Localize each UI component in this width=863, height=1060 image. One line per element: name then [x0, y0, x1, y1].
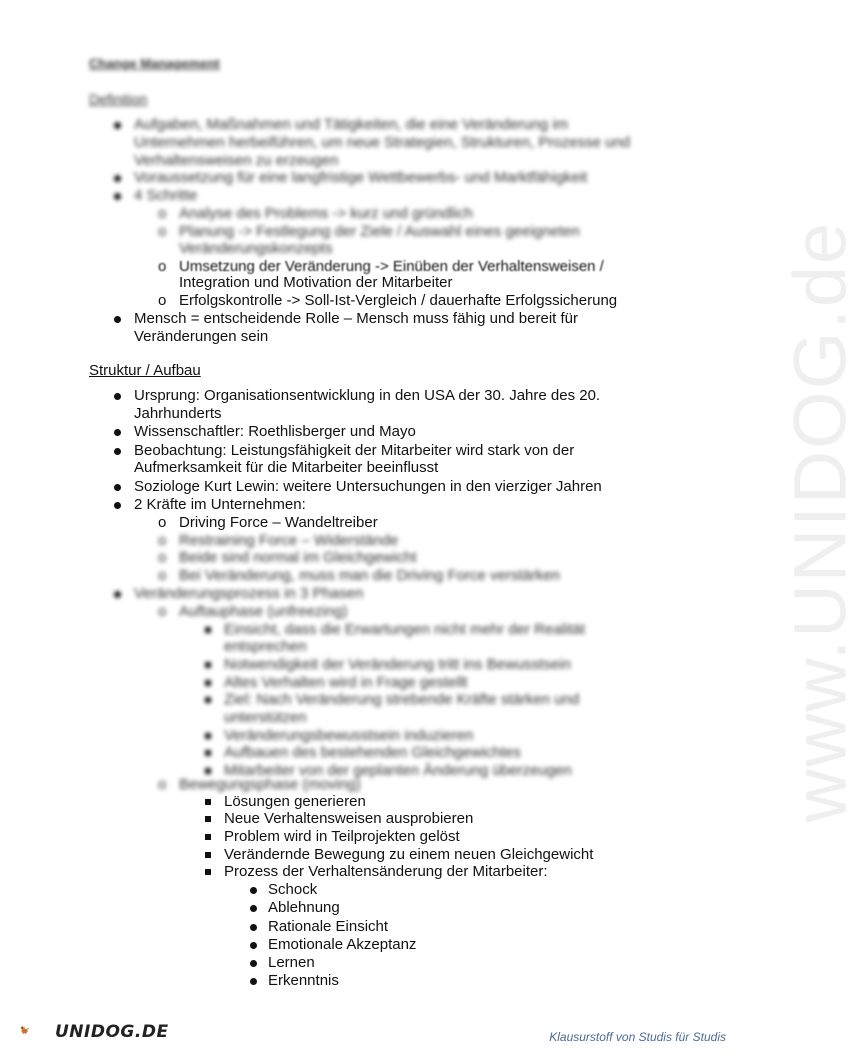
phase-1-item-1-line-2: entsprechen: [224, 638, 307, 655]
phase-1-title: Auftauphase (unfreezing): [179, 603, 348, 620]
circle-bullet: o: [158, 514, 167, 531]
bullet-dot: [250, 942, 257, 949]
stage-6: Erkenntnis: [268, 972, 339, 989]
circle-bullet: o: [158, 567, 167, 584]
force-4: Bei Veränderung, muss man die Driving Force verstärken: [179, 567, 561, 584]
bullet-dot: [114, 591, 121, 598]
footer-tagline: Klausurstoff von Studis für Studis: [549, 1030, 726, 1044]
dog-icon: [21, 1026, 29, 1034]
phase-1-item-3: Altes Verhalten wird in Frage gestellt: [224, 674, 468, 691]
structure-bullet-1-line-1: Ursprung: Organisationsentwicklung in den USA der 30. Jahre des 20.: [134, 387, 601, 404]
square-bullet: [205, 627, 211, 633]
square-bullet: [205, 697, 211, 703]
bullet-dot: [114, 193, 121, 200]
phase-1-item-5: Veränderungsbewusstsein induzieren: [224, 727, 474, 744]
bullet-dot: [250, 924, 257, 931]
phase-2-item-1: Lösungen generieren: [224, 793, 366, 810]
phase-2-item-4: Verändernde Bewegung zu einem neuen Gleichgewicht: [224, 846, 594, 863]
phase-1-item-2: Notwendigkeit der Veränderung tritt ins Bewusstsein: [224, 656, 571, 673]
phase-1-item-4-line-2: unterstützen: [224, 709, 307, 726]
square-bullet: [205, 852, 211, 858]
structure-bullet-3-line-1: Beobachtung: Leistungsfähigkeit der Mitarbeiter wird stark von der: [134, 442, 575, 459]
structure-bullet-5: 2 Kräfte im Unternehmen:: [134, 496, 306, 513]
square-bullet: [205, 834, 211, 840]
circle-bullet: o: [158, 258, 167, 275]
step-3-line-2: Integration und Motivation der Mitarbeiter: [179, 274, 453, 291]
structure-bullet-2: Wissenschaftler: Roethlisberger und Mayo: [134, 423, 416, 440]
definition-bullet-2: Voraussetzung für eine langfristige Wettbewerbs- und Marktfähigkeit: [134, 169, 588, 186]
square-bullet: [205, 869, 211, 875]
bullet-dot: [114, 448, 121, 455]
circle-bullet: o: [158, 532, 167, 549]
circle-bullet: o: [158, 603, 167, 620]
stage-2: Ablehnung: [268, 899, 340, 916]
bullet-dot: [250, 887, 257, 894]
bullet-dot: [114, 502, 121, 509]
structure-bullet-1-line-2: Jahrhunderts: [134, 405, 222, 422]
square-bullet: [205, 768, 211, 774]
bullet-dot: [114, 429, 121, 436]
logo-text[interactable]: UNIDOG.DE: [55, 1022, 169, 1042]
square-bullet: [205, 816, 211, 822]
force-1: Driving Force – Wandeltreiber: [179, 514, 378, 531]
step-3-line-1: Umsetzung der Veränderung -> Einüben der Verhaltensweisen /: [179, 258, 604, 275]
square-bullet: [205, 750, 211, 756]
phase-1-item-6: Aufbauen des bestehenden Gleichgewichtes: [224, 744, 521, 761]
step-2-line-1: Planung -> Festlegung der Ziele / Auswahl eines geeigneten: [179, 223, 580, 240]
square-bullet: [205, 662, 211, 668]
mensch-line-2: Veränderungen sein: [134, 328, 269, 345]
definition-bullet-1-line-1: Aufgaben, Maßnahmen und Tätigkeiten, die eine Veränderung im: [134, 116, 569, 133]
square-bullet: [205, 733, 211, 739]
bullet-dot: [114, 175, 121, 182]
unidog-logo[interactable]: [20, 1012, 56, 1048]
bullet-dot: [114, 122, 121, 129]
phase-1-item-4-line-1: Ziel: Nach Veränderung strebende Kräfte stärken und: [224, 691, 580, 708]
circle-bullet: o: [158, 776, 167, 793]
definition-heading: Definition: [89, 91, 148, 107]
stage-4: Emotionale Akzeptanz: [268, 936, 417, 953]
document-title: Change Management: [89, 56, 220, 71]
phase-2-item-2: Neue Verhaltensweisen ausprobieren: [224, 810, 474, 827]
phase-2-title: Bewegungsphase (moving): [179, 776, 361, 793]
circle-bullet: o: [158, 292, 167, 309]
phase-2-item-5: Prozess der Verhaltensänderung der Mitarbeiter:: [224, 863, 548, 880]
force-2: Restraining Force – Widerstände: [179, 532, 399, 549]
phase-1-item-7: Mitarbeiter von der geplanten Änderung überzeugen: [224, 762, 572, 779]
stage-3: Rationale Einsicht: [268, 918, 389, 935]
square-bullet: [205, 680, 211, 686]
definition-bullet-1-line-2: Unternehmen herbeiführen, um neue Strategien, Strukturen, Prozesse und: [134, 134, 631, 151]
definition-bullet-3: 4 Schritte: [134, 187, 198, 204]
circle-bullet: o: [158, 549, 167, 566]
stage-5: Lernen: [268, 954, 315, 971]
circle-bullet: o: [158, 223, 167, 240]
bullet-dot: [114, 316, 121, 323]
phase-1-item-1-line-1: Einsicht, dass die Erwartungen nicht mehr der Realität: [224, 621, 586, 638]
structure-bullet-3-line-2: Aufmerksamkeit für die Mitarbeiter beeinflusst: [134, 459, 439, 476]
circle-bullet: o: [158, 205, 167, 222]
watermark: www.UNIDOG.de: [778, 220, 862, 823]
step-2-line-2: Veränderungskonzepts: [179, 240, 333, 257]
structure-bullet-6: Veränderungsprozess in 3 Phasen: [134, 585, 364, 602]
force-3: Beide sind normal im Gleichgewicht: [179, 549, 417, 566]
bullet-dot: [114, 484, 121, 491]
mensch-line-1: Mensch = entscheidende Rolle – Mensch muss fähig und bereit für: [134, 310, 579, 327]
structure-heading: Struktur / Aufbau: [89, 362, 201, 379]
bullet-dot: [250, 960, 257, 967]
step-1: Analyse des Problems -> kurz und gründlich: [179, 205, 473, 222]
square-bullet: [205, 799, 211, 805]
bullet-dot: [250, 905, 257, 912]
phase-2-item-3: Problem wird in Teilprojekten gelöst: [224, 828, 460, 845]
step-4: Erfolgskontrolle -> Soll-Ist-Vergleich / dauerhafte Erfolgssicherung: [179, 292, 618, 309]
bullet-dot: [250, 978, 257, 985]
definition-bullet-1-line-3: Verhaltensweisen zu erzeugen: [134, 152, 339, 169]
stage-1: Schock: [268, 881, 318, 898]
bullet-dot: [114, 393, 121, 400]
structure-bullet-4: Soziologe Kurt Lewin: weitere Untersuchungen in den vierziger Jahren: [134, 478, 602, 495]
